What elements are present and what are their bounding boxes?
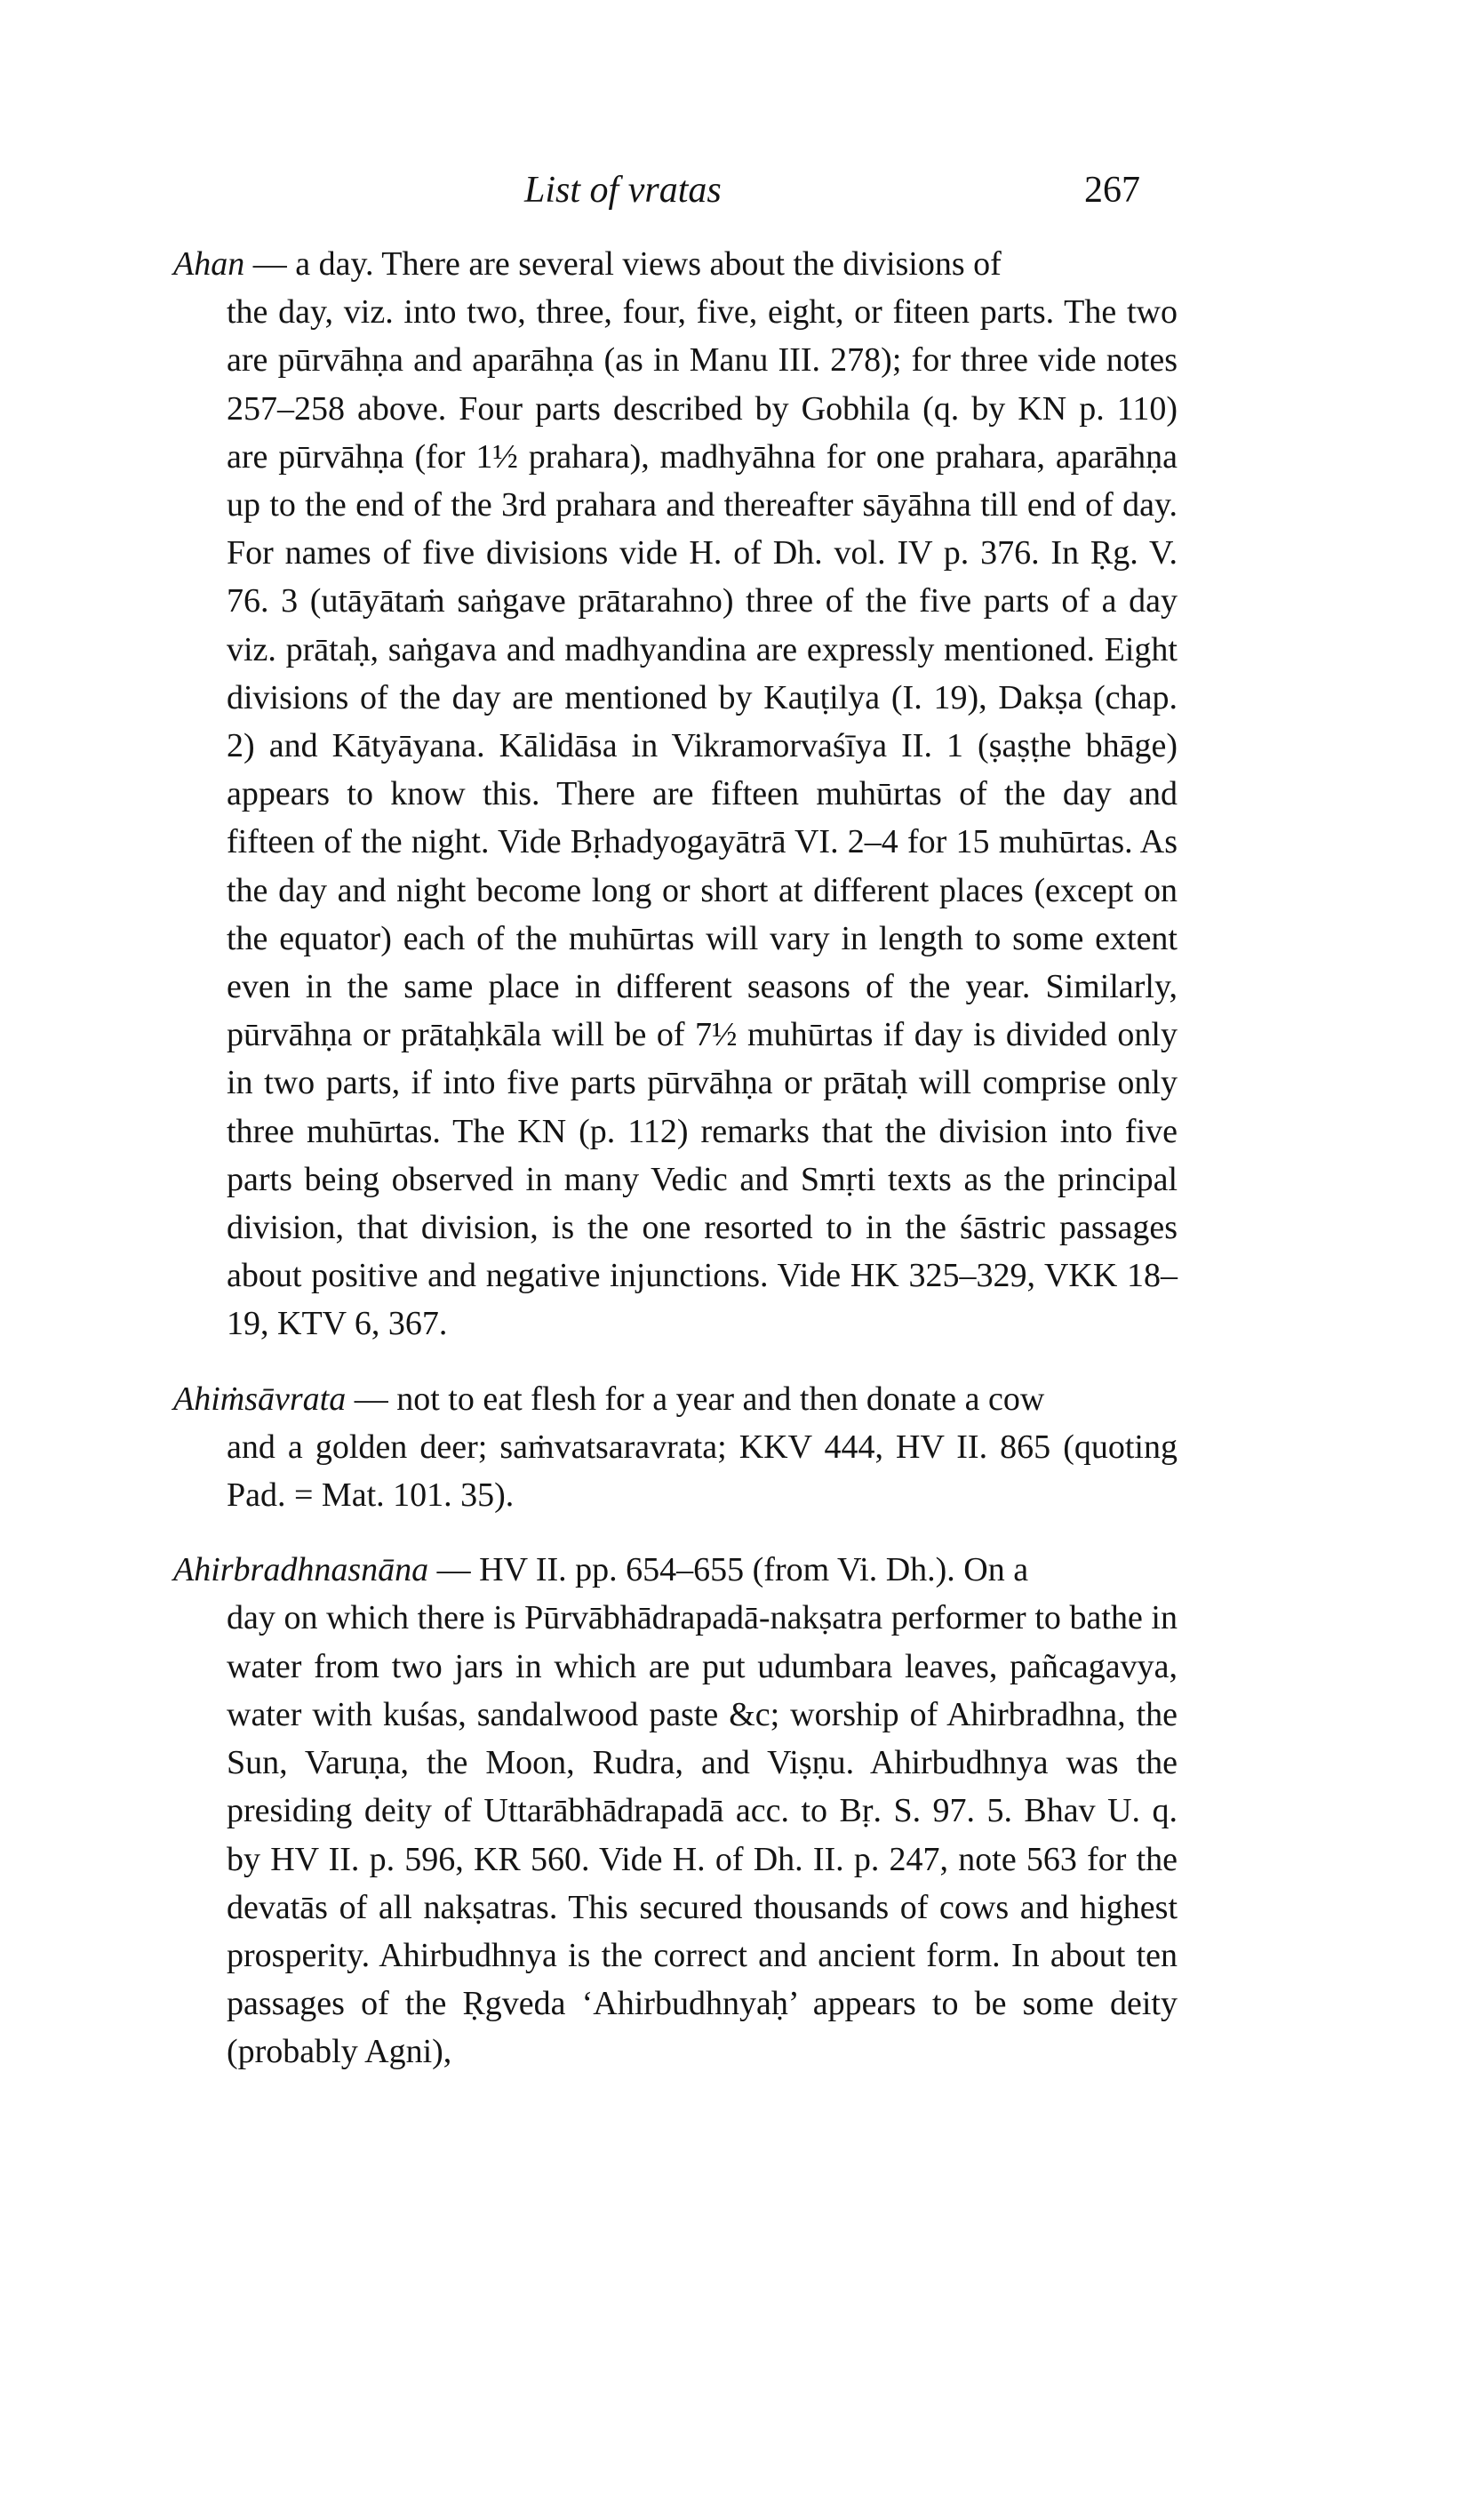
entry-first-line [173, 240, 1178, 288]
entry-first-line [173, 1375, 1178, 1423]
entry-ahimsavrata [173, 1375, 1178, 1520]
entry-text: the day, viz. into two, three, four, five, eight, or fiteen parts. The two are pūrvāhṇa and aparāhṇa (as in Manu III. 278); for three vide notes 257–258 above. Four parts described by Gobhila (q. by KN p. 110) are pūrvāhṇa (for 1½ prahara), madhyāhna for one prahara, aparāhṇa up to the end of the 3rd prahara and thereafter sāyāhna till end of day. For names of five divisions vide H. of Dh. vol. IV p. 376. In Ṛg. V. 76. 3 (utāyātaṁ saṅgave prātarahno) three of the five parts of a day viz. prātaḥ, saṅgava and madhyandina are expressly mentioned. Eight divisions of the day are mentioned by Kauṭilya (I. 19), Dakṣa (chap. 2) and Kātyāyana. Kālidāsa in Vikramorvaśīya II. 1 (ṣaṣṭhe bhāge) appears to know this. There are fifteen muhūrtas of the day and fifteen of the night. Vide Bṛhadyogayātrā VI. 2–4 for 15 muhūrtas. As the day and night become long or short at different places (except on the equator) each of the muhūrtas will vary in length to some extent even in the same place in different seasons of the year. Similarly, pūrvāhṇa or prātaḥkāla will be of 7½ muhūrtas if day is divided only in two parts, if into five parts pūrvāhṇa or prātaḥ will comprise only three muhūrtas. The KN (p. 112) remarks that the division into five parts being observed in many Vedic and Smṛti texts as the principal division, that division, is the one resorted to in the śāstric passages about positive and negative injunctions. Vide HK 325–329, VKK 18–19, KTV 6, 367. [227, 293, 1178, 1343]
entry-ahan [173, 240, 1178, 1348]
entry-first-line-text: — a day. There are several views about the divisions of [244, 245, 1002, 283]
entry-headword: Ahirbradhnasnāna [173, 1551, 429, 1589]
entry-ahirbradhnasnana [173, 1546, 1178, 2076]
entry-text: and a golden deer; saṁvatsaravrata; KKV 444, HV II. 865 (quoting Pad. = Mat. 101. 35). [227, 1428, 1178, 1515]
entry-headword: Ahan [173, 245, 245, 283]
page-number: 267 [1084, 170, 1140, 211]
entry-first-line [173, 1546, 1178, 1594]
page-body [173, 240, 1178, 2103]
entry-first-line-text: — HV II. pp. 654–655 (from Vi. Dh.). On a [428, 1551, 1029, 1589]
entry-text: day on which there is Pūrvābhādrapadā-nakṣatra performer to bathe in water from two jars in which are put udumbara leaves, pañcagavya, water with kuśas, sandalwood paste &c; worship of Ahirbradhna, the Sun, Varuṇa, the Moon, Rudra, and Viṣṇu. Ahirbudhnya was the presiding deity of Uttarābhādrapadā acc. to Bṛ. S. 97. 5. Bhav U. q. by HV II. p. 596, KR 560. Vide H. of Dh. II. p. 247, note 563 for the devatās of all nakṣatras. This secured thousands of cows and highest prosperity. Ahirbudhnya is the correct and ancient form. In about ten passages of the Ṛgveda ‘Ahirbudhnyaḥ’ appears to be some deity (probably Agni), [227, 1599, 1178, 2071]
running-title: List of vratas [524, 170, 722, 211]
entry-first-line-text: — not to eat flesh for a year and then donate a cow [346, 1380, 1045, 1418]
running-head [0, 169, 1469, 222]
entry-headword: Ahiṁsāvrata [173, 1380, 347, 1418]
